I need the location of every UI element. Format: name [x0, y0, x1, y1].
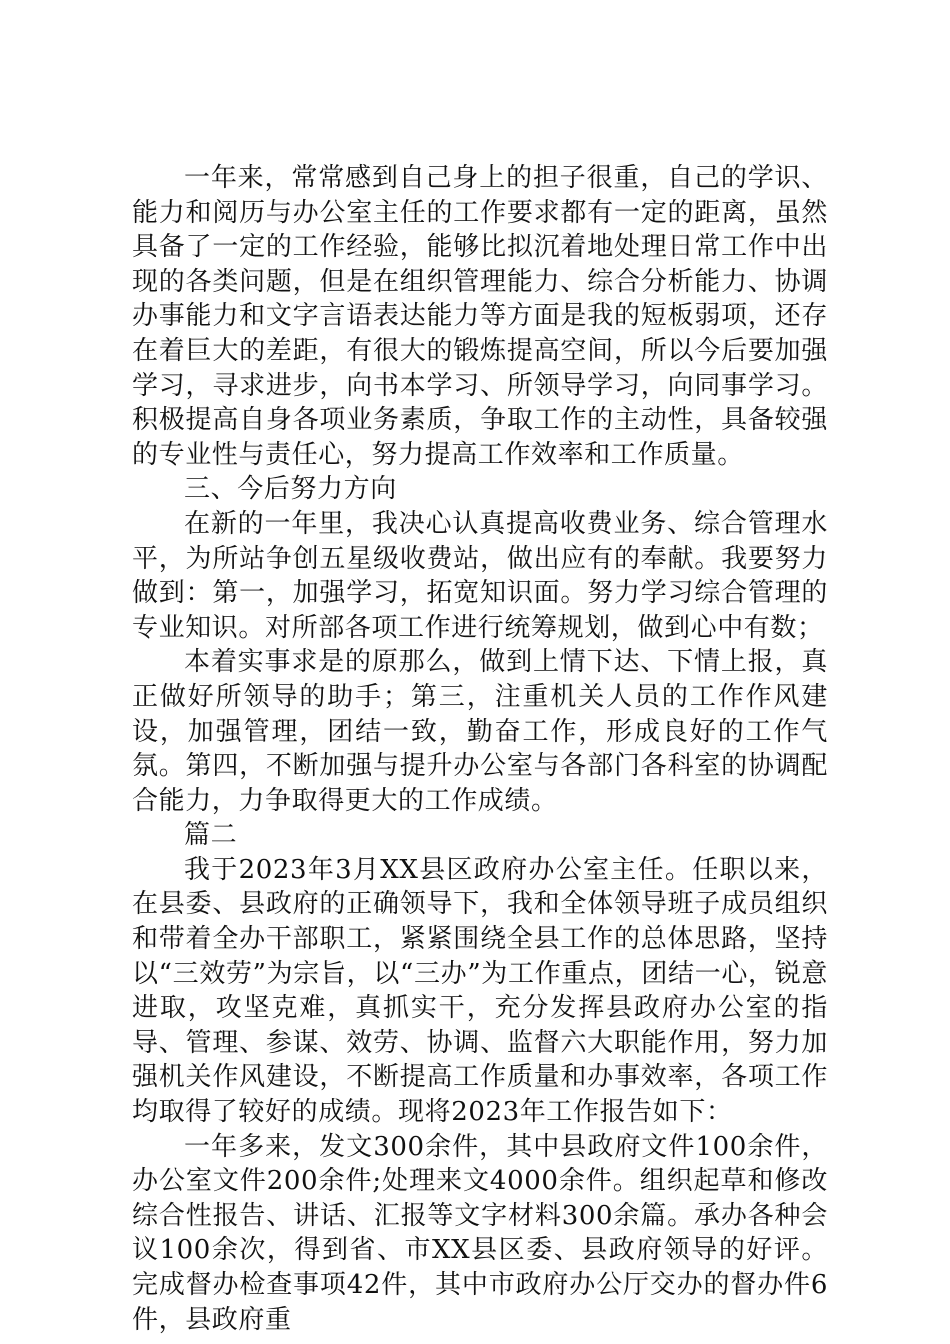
paragraph-appointment: 我于2023年3月XX县区政府办公室主任。任职以来，在县委、县政府的正确领导下，我和全体领导班子成员组织和带着全办干部职工，紧紧围绕全县工作的总体思路，坚持以“三效劳”为宗旨，以“三办”为工作重点，团结一心，锐意进取，攻坚克难，真抓实干，充分发挥县政府办公室的指导、管理、参谋、效劳、协调、监督六大职能作用，努力加强机关作风建设，不断提高工作质量和办事效率，各项工作均取得了较好的成绩。现将2023年工作报告如下：: [132, 854, 828, 1128]
paragraph-self-assessment: 一年来，常常感到自己身上的担子很重，自己的学识、能力和阅历与办公室主任的工作要求都有一定的距离，虽然具备了一定的工作经验，能够比拟沉着地处理日常工作中出现的各类问题，但是在组织管理能力、综合分析能力、协调办事能力和文字言语表达能力等方面是我的短板弱项，还存在着巨大的差距，有很大的锻炼提高空间，所以今后要加强学习，寻求进步，向书本学习、所领导学习，向同事学习。积极提高自身各项业务素质，争取工作的主动性，具备较强的专业性与责任心，努力提高工作效率和工作质量。: [132, 163, 828, 470]
section-heading-part-two: 篇二: [184, 820, 238, 851]
section-heading-future-direction: 三、今后努力方向: [184, 474, 397, 505]
paragraph-principles: 本着实事求是的原那么，做到上情下达、下情上报，真正做好所领导的助手；第三，注重机关人员的工作作风建设，加强管理，团结一致，勤奋工作，形成良好的工作气氛。第四，不断加强与提升办公室与各部门各科室的协调配合能力，力争取得更大的工作成绩。: [132, 647, 828, 816]
paragraph-new-year-goals: 在新的一年里，我决心认真提高收费业务、综合管理水平，为所站争创五星级收费站，做出应有的奉献。我要努力做到：第一，加强学习，拓宽知识面。努力学习综合管理的专业知识。对所部各项工作进行统筹规划，做到心中有数；: [132, 508, 828, 643]
paragraph-work-statistics: 一年多来，发文300余件，其中县政府文件100余件，办公室文件200余件;处理来文4000余件。组织起草和修改综合性报告、讲话、汇报等文字材料300余篇。承办各种会议100余次，得到省、市XX县区委、县政府领导的好评。完成督办检查事项42件，其中市政府办公厅交办的督办件6件，县政府重: [132, 1131, 828, 1335]
document-body: [132, 161, 828, 1337]
